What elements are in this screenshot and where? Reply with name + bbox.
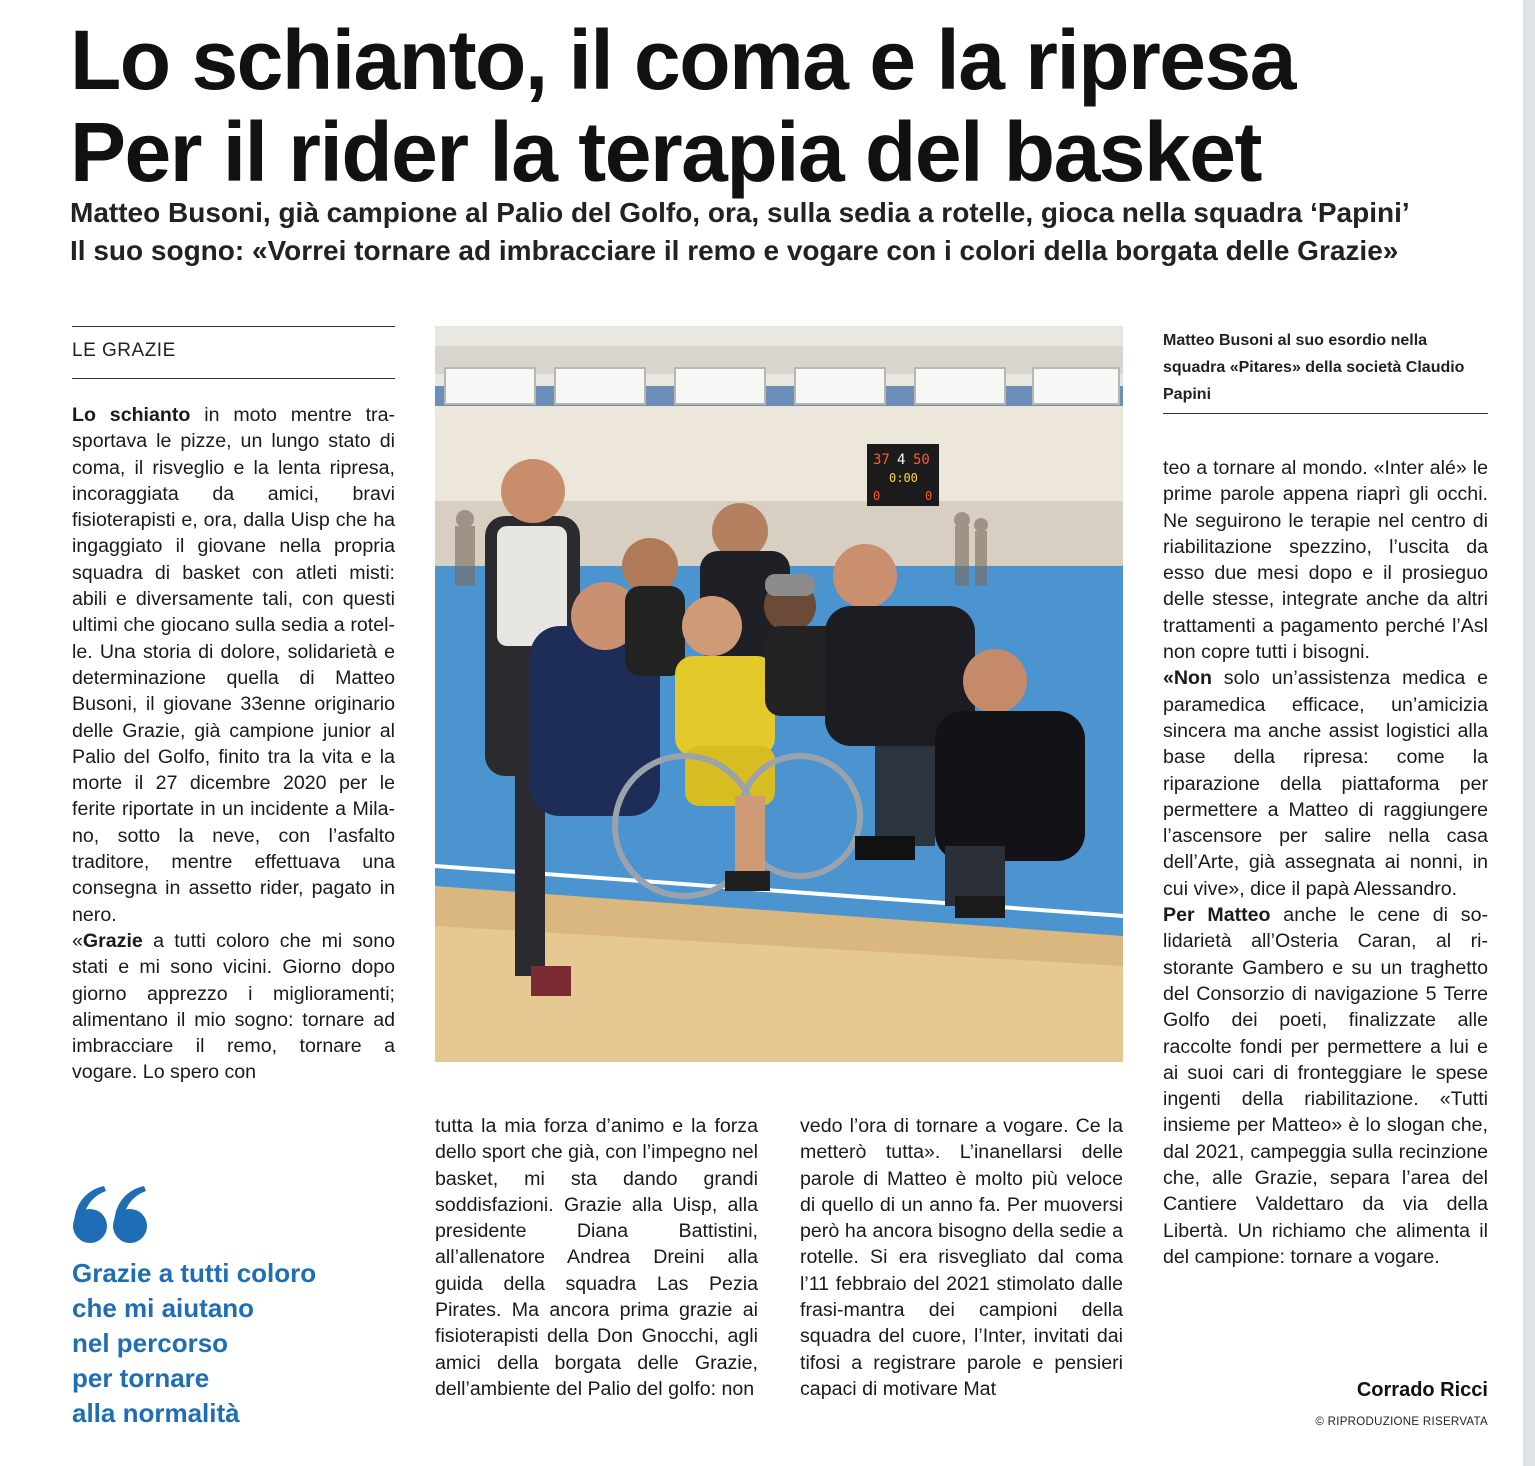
scoreboard-digit-mid: 4 bbox=[897, 452, 906, 468]
author-byline: Corrado Ricci bbox=[1356, 1379, 1488, 1401]
pull-quote-line-5: alla normalità bbox=[72, 1398, 240, 1428]
article-column-1 bbox=[72, 402, 395, 1086]
article-column-2 bbox=[435, 1113, 758, 1402]
paragraph bbox=[1163, 455, 1488, 665]
article-column-4 bbox=[1163, 455, 1488, 1270]
scoreboard-digits-left: 37 bbox=[873, 452, 890, 468]
quote-icon bbox=[72, 1186, 152, 1246]
open-quote: « bbox=[72, 929, 83, 952]
photo-caption: Matteo Busoni al suo esordio nella squadra «Pitares» della società Claudio Papini bbox=[1163, 332, 1465, 403]
paragraph-text: tutta la mia forza d’animo e la forza dello sport che già, con l’impegno nel basket, mi sta dando grandi soddisfazioni. Grazie alla Uisp, alla presidente Diana Battistini, all’allenatore Andrea Dreini alla guida della squadra Las Pezia Pirates. Ma ancora prima grazie ai fisioterapisti della Don Gnocchi, agli amici della borgata delle Grazie, dell’ambiente del Palio del golfo: non bbox=[435, 1115, 758, 1400]
section-rule-bottom bbox=[72, 378, 395, 379]
scoreboard-away: 0 bbox=[925, 489, 933, 503]
page-edge-strip bbox=[1523, 0, 1535, 1466]
scoreboard-digits-right: 50 bbox=[913, 452, 930, 468]
paragraph bbox=[72, 928, 395, 1086]
paragraph bbox=[1163, 665, 1488, 902]
paragraph-text: anche le cene di solidarietà all’Osteria Caran, al ristorante Gambero e su un traghetto del Consorzio di navigazione 5 Terre Golfo dei poeti, finalizzate alle raccolte fondi per permettere a lui e ai suoi cari di fronteggiare le spese ingenti della riabilitazione. «Tutti insieme per Matteo» è lo slogan che, dal 2021, campeggia sulla recinzione che, alle Grazie, separa l’area del Cantiere Valdettaro da via della Libertà. Un richiamo che alimenta il del campione: tornare a vogare. bbox=[1163, 904, 1489, 1268]
team-photo-illustration bbox=[435, 326, 1123, 1062]
headline-line-2: Per il rider la terapia del basket bbox=[70, 105, 1261, 199]
section-rule-top bbox=[72, 326, 395, 327]
caption-rule bbox=[1163, 413, 1488, 414]
subhead-line-1: Matteo Busoni, già campione al Palio del Golfo, ora, sulla sedia a rotelle, gioca nella squadra ‘Papini’ bbox=[70, 197, 1410, 228]
paragraph-lead: Grazie bbox=[82, 929, 143, 952]
paragraph-text: teo a tornare al mondo. «Inter alé» le prime parole appena riaprì gli occhi. Ne seguirono le terapie nel centro di riabilitazione spezzino, l’uscita da esso due mesi dopo e il prosieguo delle stesse, integrate anche da altri trattamenti a pagamento perché l’Asl non copre tutti i bisogni. bbox=[1163, 457, 1488, 664]
article-column-3 bbox=[800, 1113, 1123, 1402]
scoreboard-home: 0 bbox=[873, 489, 881, 503]
copyright-notice: © RIPRODUZIONE RISERVATA bbox=[1315, 1416, 1488, 1428]
scoreboard-clock: 0:00 bbox=[889, 471, 918, 485]
paragraph bbox=[1163, 902, 1488, 1270]
headline bbox=[70, 14, 1510, 198]
paragraph-lead: Lo schianto bbox=[72, 404, 191, 426]
article-photo bbox=[435, 326, 1123, 1062]
paragraph-text: in moto mentre trasportava le pizze, un lungo stato di coma, il risveglio e la lenta ripresa, incoraggiata da amici, bravi fisioterapisti e, ora, dalla Uisp che ha ingaggiato il giovane nella propria squadra di basket con atleti misti: abili e diversamente tali, con questi ultimi che giocano sulla sedia a rotelle. Una storia di dolore, solidarietà e determinazione quella di Matteo Busoni, il giovane 33enne originario delle Grazie, già campione junior al Palio del Golfo, finito tra la vita e la morte il 27 dicembre 2020 per le ferite riportate in un incidente a Milano, sotto la neve, con l’asfalto traditore, mentre effettuava una consegna in assetto rider, pagato in nero. bbox=[72, 404, 396, 926]
subhead-line-2: Il suo sogno: «Vorrei tornare ad imbracciare il remo e vogare con i colori della borgata delle Grazie» bbox=[70, 235, 1399, 266]
paragraph-lead: «Non bbox=[1163, 667, 1212, 690]
paragraph bbox=[72, 402, 395, 928]
paragraph-lead: Per Matteo bbox=[1163, 904, 1271, 927]
paragraph-text: vedo l’ora di tornare a vogare. Ce la metterò tutta». L’inanellarsi delle parole di Matteo è molto più veloce di quello di un anno fa. Per muoversi però ha ancora bisogno della sedie a rotelle. Si era risvegliato dal coma l’11 febbraio del 2021 stimolato dalle frasi-mantra dei campioni della squadra del cuore, l’Inter, invitati dai tifosi a registrare parole e pensieri capaci di motivare Mat bbox=[800, 1115, 1123, 1400]
pull-quote bbox=[72, 1256, 412, 1431]
pull-quote-line-3: nel percorso bbox=[72, 1328, 229, 1358]
paragraph-text: solo un’assistenza medica e paramedica efficace, un’amicizia sincera ma anche assist logistici alla base della ripresa: come la riparazione della piattaforma per permettere a Matteo di raggiungere l’ascensore per salire nella casa dell’Arte, già assegnata ai nonni, in cui vive», dice il papà Alessandro. bbox=[1163, 667, 1488, 900]
pull-quote-line-2: che mi aiutano bbox=[72, 1293, 255, 1323]
pull-quote-line-4: per tornare bbox=[72, 1363, 210, 1393]
section-tag: LE GRAZIE bbox=[72, 340, 176, 361]
headline-line-1: Lo schianto, il coma e la ripresa bbox=[70, 13, 1295, 107]
pull-quote-line-1: Grazie a tutti coloro bbox=[72, 1258, 317, 1288]
subheadline bbox=[70, 194, 1515, 270]
paragraph-text: a tutti coloro che mi sono stati e mi sono vicini. Giorno dopo giorno apprezzo i miglioramenti; alimentano il mio sogno: tornare ad imbracciare il remo, tornare a vogare. Lo spero con bbox=[72, 929, 395, 1084]
